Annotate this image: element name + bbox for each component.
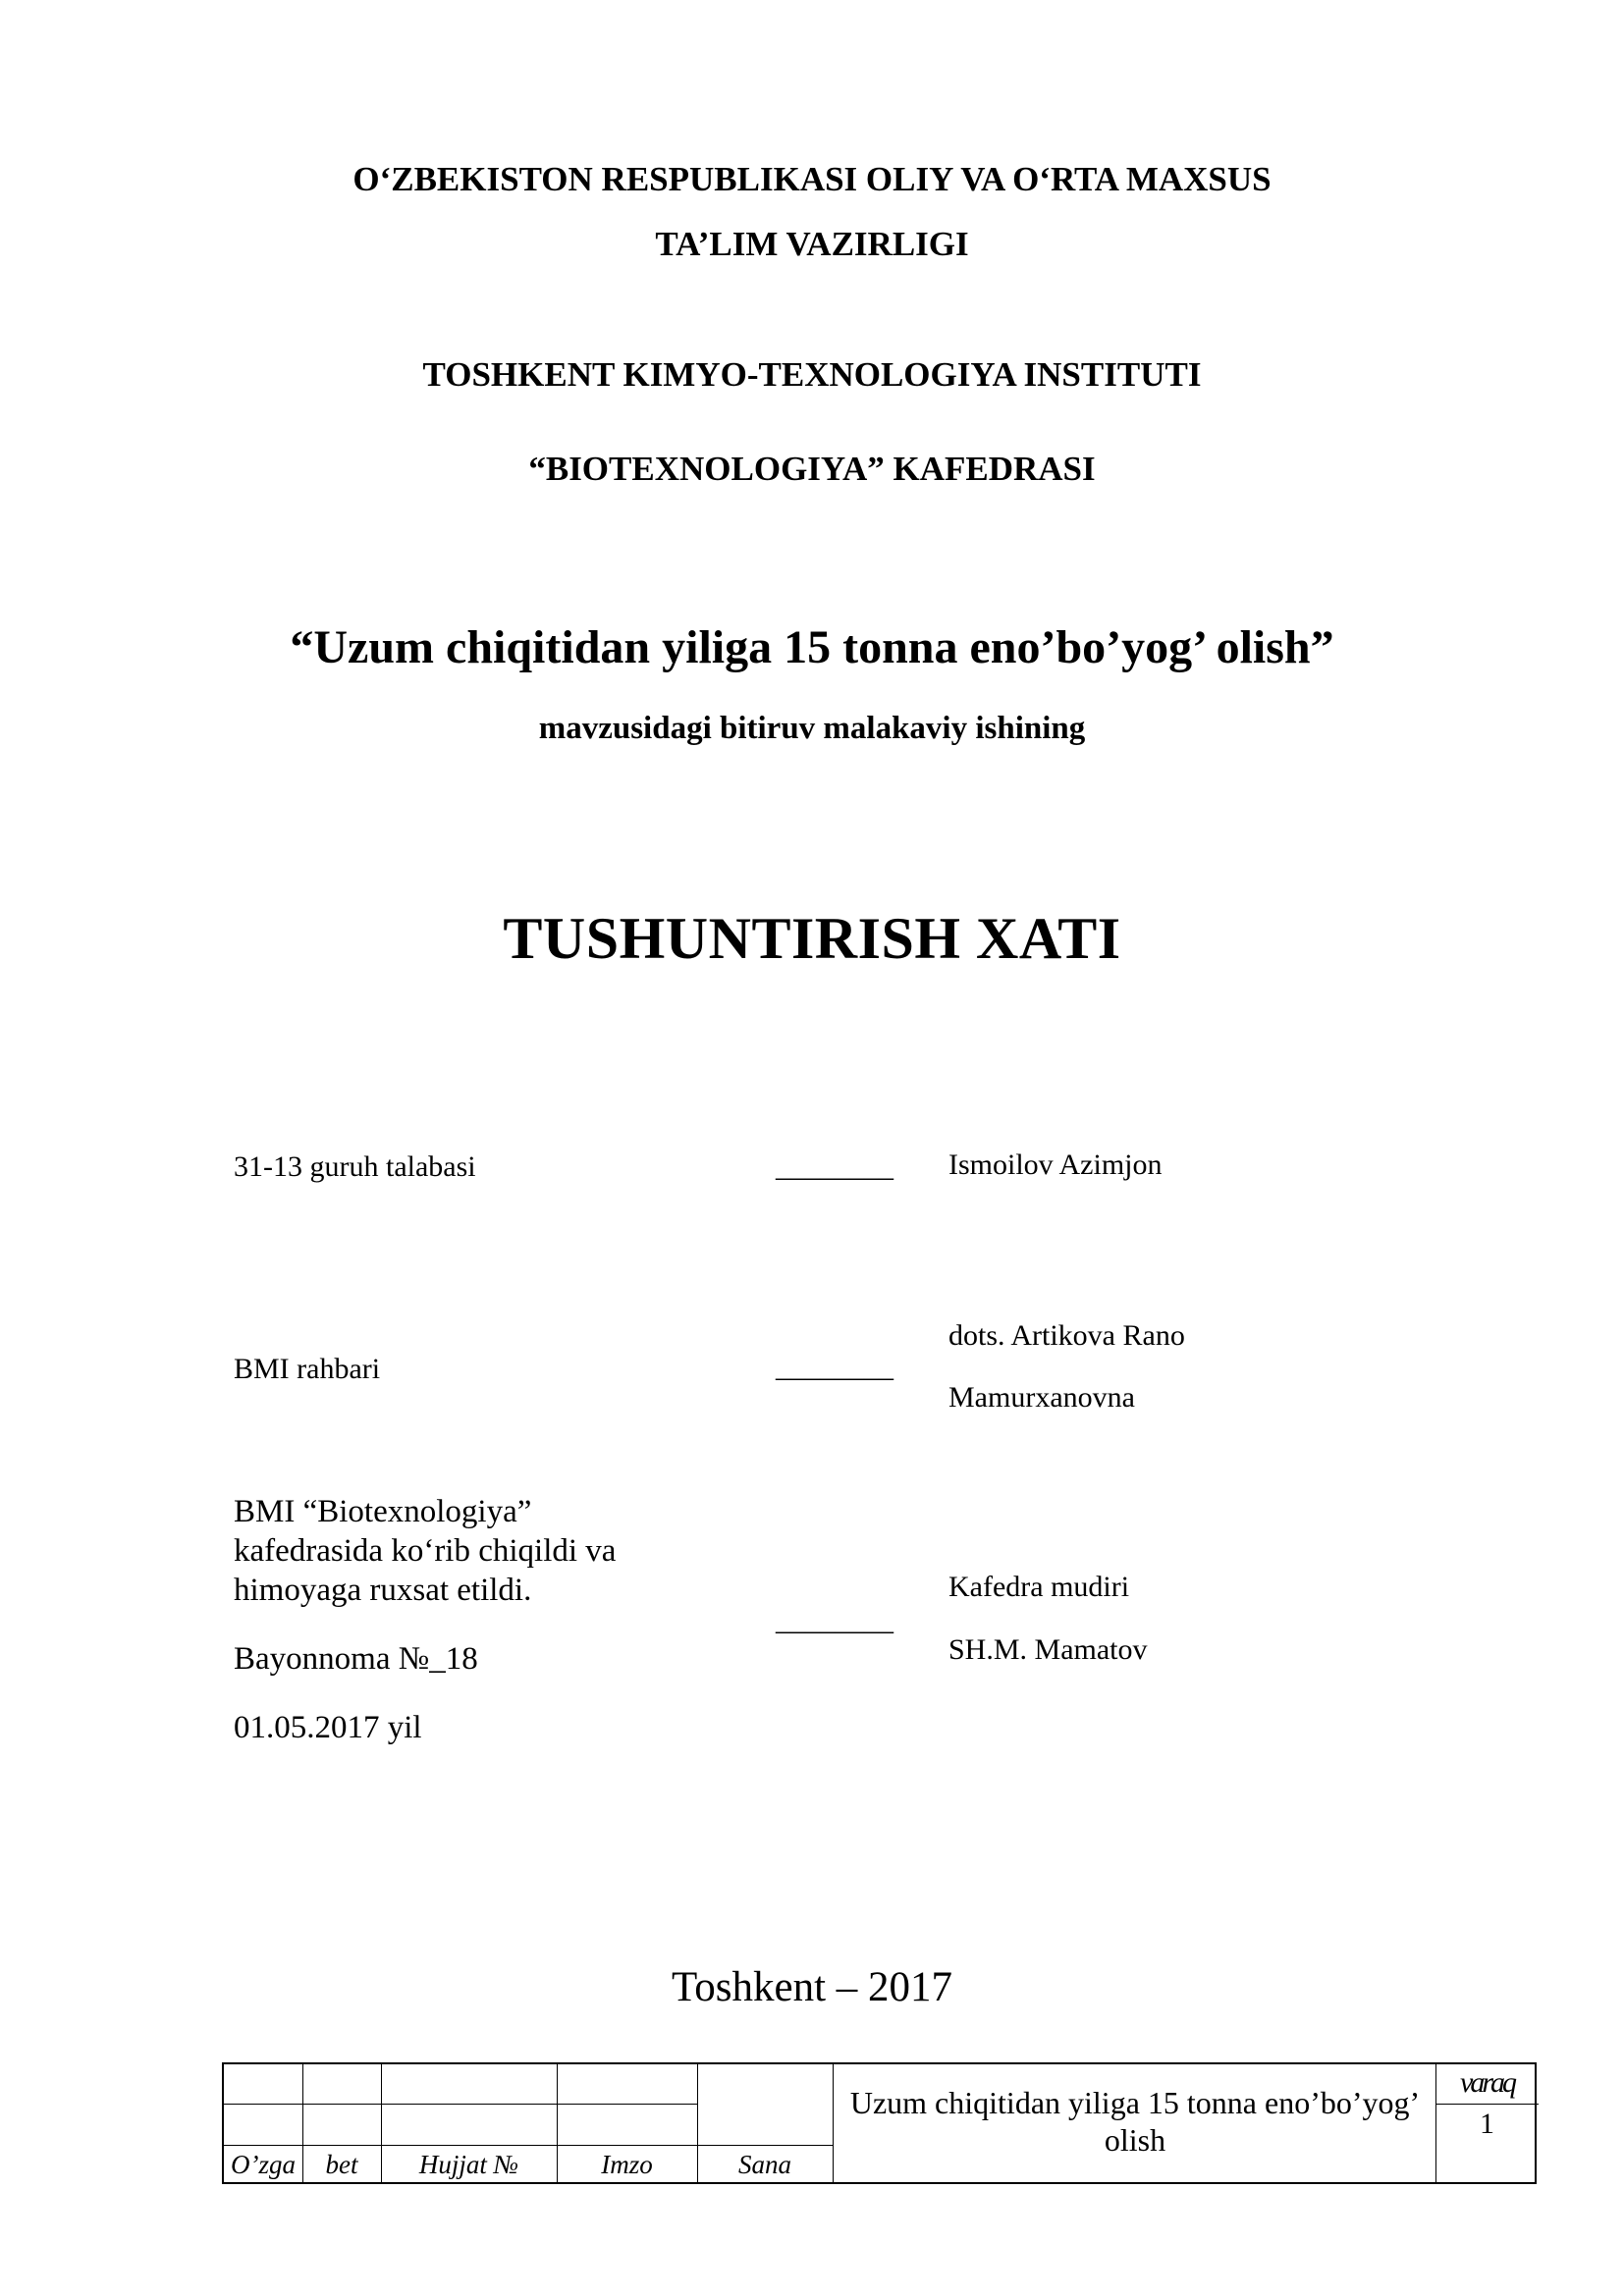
head-position: Kafedra mudiri [948,1571,1130,1603]
stamp-col-page: bet [325,2150,358,2179]
department-name: “BIOTEXNOLOGIYA” KAFEDRASI [528,450,1096,488]
city-year: Toshkent – 2017 [671,1964,953,2010]
stamp-col-date: Sana [738,2150,791,2179]
stamp-row-line [1435,2104,1539,2105]
stamp-row-line [224,2145,833,2146]
student-name: Ismoilov Azimjon [948,1148,1163,1181]
stamp-title: Uzum chiqitidan yiliga 15 tonna eno’bo’yog’ olish [849,2085,1421,2158]
ministry-heading [0,147,1624,277]
topic-title: “Uzum chiqitidan yiliga 15 tonna eno’bo’yog’ olish” [290,621,1334,673]
stamp-col-signature: Imzo [601,2150,653,2179]
supervisor-name-line-1: dots. Artikova Rano [948,1319,1185,1352]
institute-name: TOSHKENT KIMYO-TEXNOLOGIYA INSTITUTI [422,355,1202,394]
stamp-sheet-label: varaq [1460,2066,1514,2099]
ministry-line-2: TA’LIM VAZIRLIGI [655,225,969,263]
ministry-line-1: O‘ZBEKISTON RESPUBLIKASI OLIY VA O‘RTA MAXSUS [352,160,1272,198]
approval-line-2: kafedrasida ko‘rib chiqildi va [234,1533,617,1569]
stamp-col-changes: O’zga [231,2150,296,2179]
approval-date: 01.05.2017 yil [234,1710,422,1745]
stamp-sheet-number: 1 [1480,2108,1494,2140]
stamp-divider [833,2064,834,2182]
student-signature-line: ________ [776,1150,893,1183]
head-name: SH.M. Mamatov [948,1633,1148,1666]
protocol-number: Bayonnoma №_18 [234,1641,478,1677]
approval-note [234,1492,616,1610]
stamp-row-line [224,2104,697,2105]
topic-subtitle: mavzusidagi bitiruv malakaviy ishining [538,711,1086,746]
approval-line-3: himoyaga ruxsat etildi. [234,1573,532,1608]
supervisor-name-line-2: Mamurxanovna [948,1381,1135,1414]
document-title: TUSHUNTIRISH XATI [503,906,1121,971]
student-role: 31-13 guruh talabasi [234,1150,476,1183]
stamp-col-document-number: Hujjat № [418,2150,519,2179]
supervisor-signature-line: ________ [776,1351,893,1383]
approval-line-1: BMI “Biotexnologiya” [234,1494,532,1529]
supervisor-role: BMI rahbari [234,1353,381,1385]
head-signature-line: ________ [776,1604,893,1636]
title-block-stamp [222,2062,1537,2184]
